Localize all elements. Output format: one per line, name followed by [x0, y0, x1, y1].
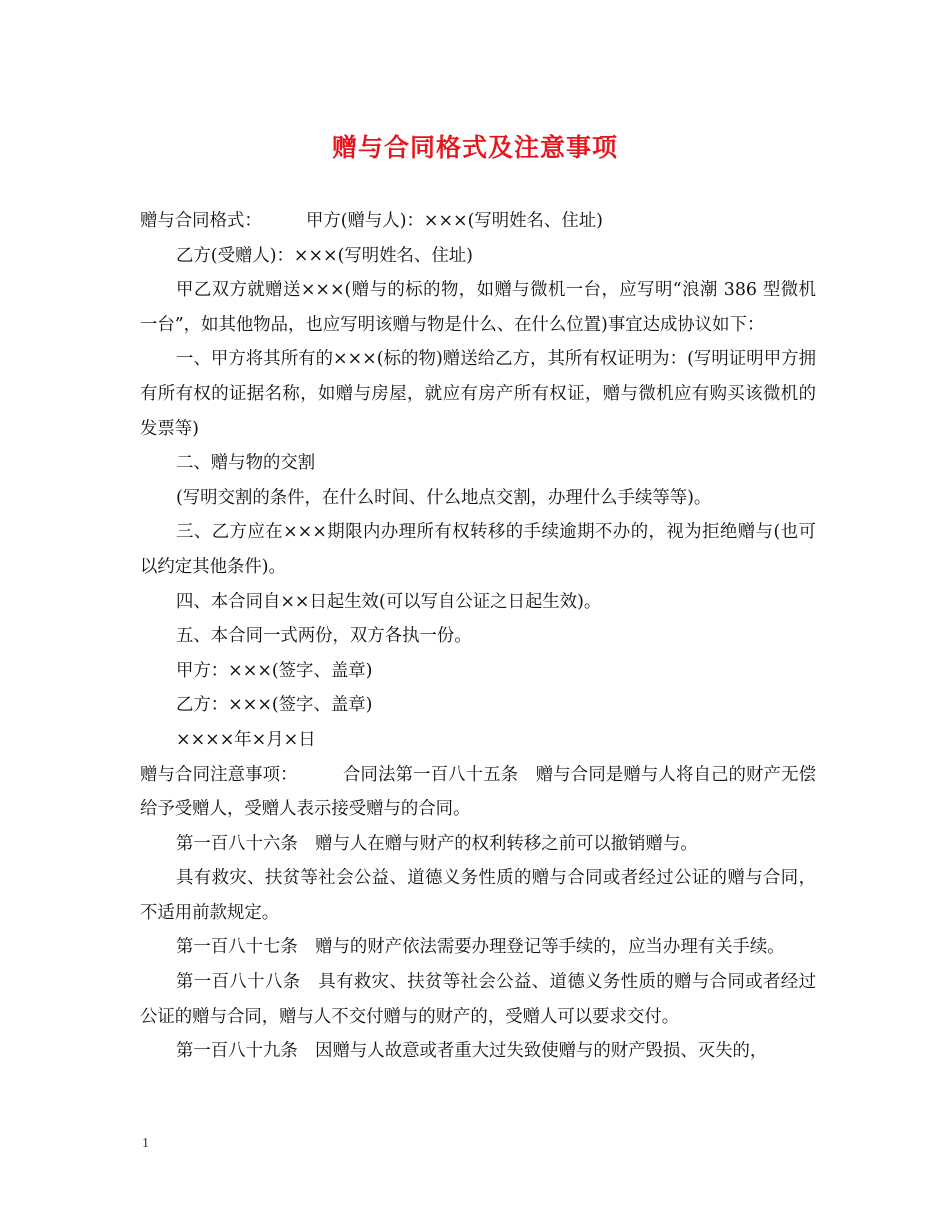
paragraph-notes-heading: 赠与合同注意事项： 合同法第一百八十五条 赠与合同是赠与人将自己的财产无偿给予受赠人，受赠人表示接受赠与的合同。 — [140, 764, 816, 820]
document-body — [140, 204, 816, 1069]
document-title: 赠与合同格式及注意事项 — [331, 133, 618, 162]
paragraph-date: ××××年×月×日 — [176, 729, 316, 750]
paragraph-article-186: 第一百八十六条 赠与人在赠与财产的权利转移之前可以撤销赠与。 — [176, 833, 698, 854]
paragraph-clause-3: 三、乙方应在×××期限内办理所有权转移的手续逾期不办的，视为拒绝赠与(也可以约定其他条件)。 — [140, 522, 816, 577]
paragraph-format-heading: 赠与合同格式： 甲方(赠与人)：×××(写明姓名、住址) — [140, 211, 603, 231]
paragraph-clause-2: 二、赠与物的交割 — [176, 453, 316, 474]
paragraph-clause-5: 五、本合同一式两份，双方各执一份。 — [176, 626, 472, 647]
paragraph-clause-1: 一、甲方将其所有的×××(标的物)赠送给乙方，其所有权证明为：(写明证明甲方拥有所有权的证据名称，如赠与房屋，就应有房产所有权证，赠与微机应有购买该微机的发票等) — [140, 349, 816, 439]
paragraph-article-188: 第一百八十八条 具有救灾、扶贫等社会公益、道德义务性质的赠与合同或者经过公证的赠与合同，赠与人不交付赠与的财产的，受赠人可以要求交付。 — [140, 972, 816, 1027]
page-number: 1 — [142, 1136, 149, 1151]
paragraph-article-189: 第一百八十九条 因赠与人故意或者重大过失致使赠与的财产毁损、灭失的， — [176, 1041, 768, 1062]
paragraph-party-b: 乙方(受赠人)：×××(写明姓名、住址) — [176, 245, 473, 266]
paragraph-agreement-intro: 甲乙双方就赠送×××(赠与的标的物，如赠与微机一台，应写明“浪潮 386 型微机一台”，如其他物品，也应写明该赠与物是什么、在什么位置)事宜达成协议如下： — [140, 280, 816, 335]
paragraph-article-187: 第一百八十七条 赠与的财产依法需要办理登记等手续的，应当办理有关手续。 — [176, 937, 785, 958]
paragraph-signature-party-b: 乙方：×××(签字、盖章) — [176, 695, 373, 716]
paragraph-signature-party-a: 甲方：×××(签字、盖章) — [176, 660, 373, 681]
paragraph-article-186-exception: 具有救灾、扶贫等社会公益、道德义务性质的赠与合同或者经过公证的赠与合同，不适用前款规定。 — [140, 868, 816, 923]
paragraph-clause-2-detail: (写明交割的条件，在什么时间、什么地点交割，办理什么手续等等)。 — [176, 487, 712, 508]
paragraph-clause-4: 四、本合同自××日起生效(可以写自公证之日起生效)。 — [176, 591, 602, 612]
